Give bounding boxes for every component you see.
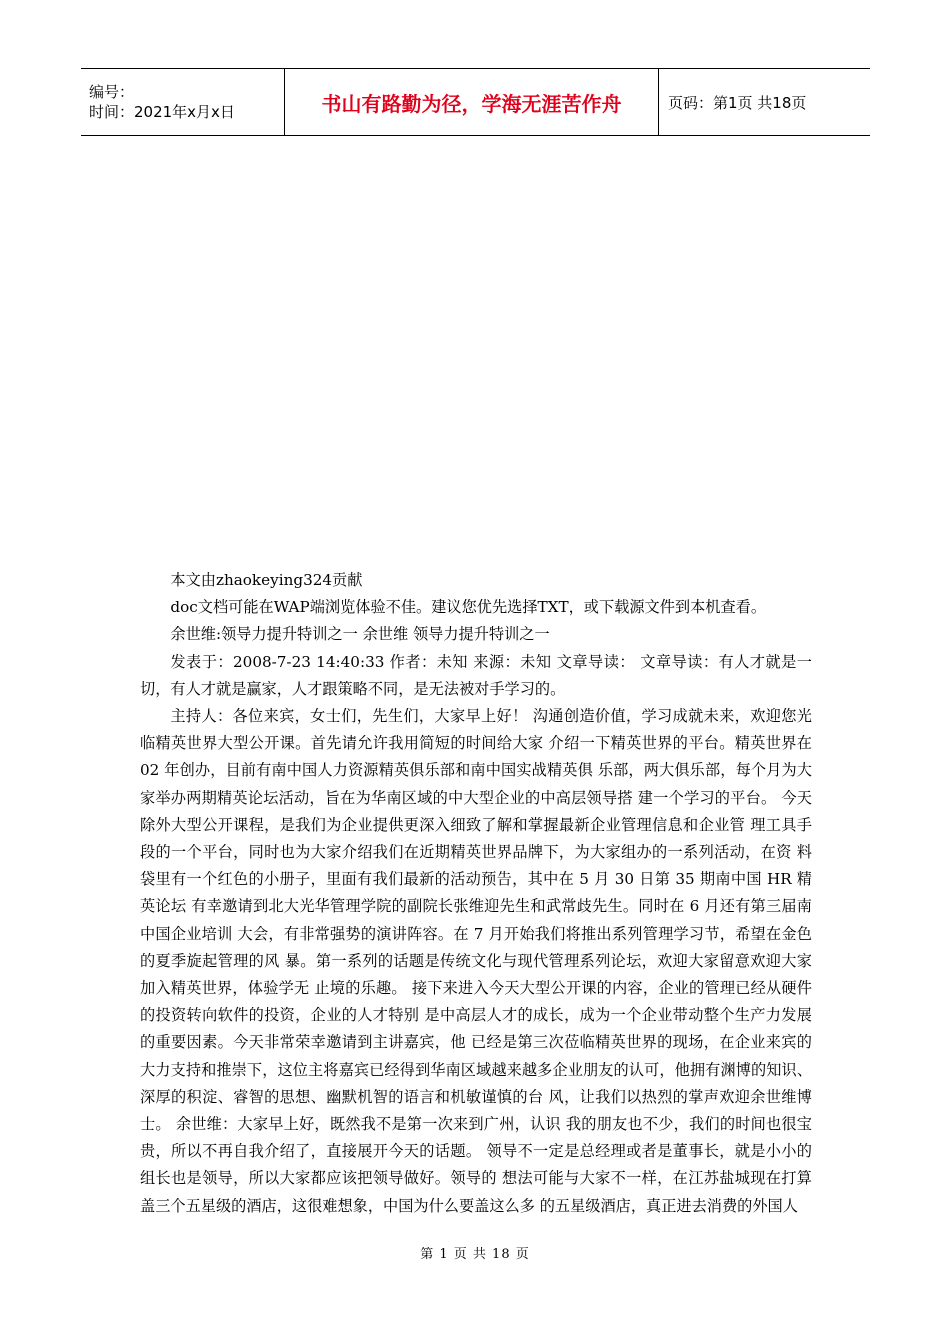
- paragraph: 发表于：2008-7-23 14:40:33 作者：未知 来源：未知 文章导读： 文章导读：有人才就是一切，有人才就是赢家，人才跟策略不同，是无法被对手学习的。: [140, 652, 812, 698]
- page-info-text: 页码：第1页 共18页: [668, 93, 807, 112]
- paragraph: doc文档可能在WAP端浏览体验不佳。建议您优先选择TXT，或下载源文件到本机查看。: [170, 598, 767, 617]
- header-meta: [81, 69, 285, 135]
- page-footer: [0, 1243, 950, 1262]
- motto-text: 书山有路勤为径，学海无涯苦作舟: [321, 91, 622, 116]
- page-header: [81, 68, 870, 136]
- header-page-info: [659, 69, 870, 135]
- document-time-label: 时间：2021年x月x日: [89, 103, 235, 121]
- document-body: [140, 567, 812, 1220]
- paragraph: 主持人：各位来宾，女士们，先生们，大家早上好！ 沟通创造价值，学习成就未来，欢迎您光临精英世界大型公开课。首先请允许我用简短的时间给大家 介绍一下精英世界的平台。精英世界在 02 年创办，目前有南中国人力资源精英俱乐部和南中国实战精英俱 乐部，两大俱乐部，每个月为大家举办两期精英论坛活动，旨在为华南区域的中大型企业的中高层领导搭 建一个学习的平台。 今天除外大型公开课程，是我们为企业提供更深入细致了解和掌握最新企业管理信息和企业管 理工具手段的一个平台，同时也为大家介绍我们在近期精英世界品牌下，为大家组办的一系列活动，在资 料袋里有一个红色的小册子，里面有我们最新的活动预告，其中在 5 月 30 日第 35 期南中国 HR 精英论坛 有幸邀请到北大光华管理学院的副院长张维迎先生和武常歧先生。同时在 6 月还有第三届南中国企业培训 大会，有非常强势的演讲阵容。在 7 月开始我们将推出系列管理学习节，希望在金色的夏季旋起管理的风 暴。第一系列的话题是传统文化与现代管理系列论坛，欢迎大家留意欢迎大家加入精英世界，体验学无 止境的乐趣。 接下来进入今天大型公开课的内容，企业的管理已经从硬件的投资转向软件的投资，企业的人才特别 是中高层人才的成长，成为一个企业带动整个生产力发展的重要因素。今天非常荣幸邀请到主讲嘉宾，他 已经是第三次莅临精英世界的现场，在企业来宾的大力支持和推崇下，这位主将嘉宾已经得到华南区域越来越多企业朋友的认可，他拥有渊博的知识、深厚的积淀、睿智的思想、幽默机智的语言和机敏谨慎的台 风，让我们以热烈的掌声欢迎余世维博士。 余世维：大家早上好，既然我不是第一次来到广州，认识 我的朋友也不少，我们的时间也很宝贵，所以不再自我介绍了，直接展开今天的话题。 领导不一定是总经理或者是董事长，就是小小的组长也是领导，所以大家都应该把领导做好。领导的 想法可能与大家不一样，在江苏盐城现在打算盖三个五星级的酒店，这很难想象，中国为什么要盖这么多 的五星级酒店，真正进去消费的外国人: [140, 707, 812, 1215]
- paragraph: 本文由zhaokeying324贡献: [170, 571, 363, 589]
- header-motto: [285, 69, 659, 135]
- paragraph: 余世维:领导力提升特训之一 余世维 领导力提升特训之一: [170, 625, 550, 644]
- document-number-label: 编号：: [89, 83, 135, 101]
- footer-page-number: 第 1 页 共 18 页: [420, 1247, 530, 1262]
